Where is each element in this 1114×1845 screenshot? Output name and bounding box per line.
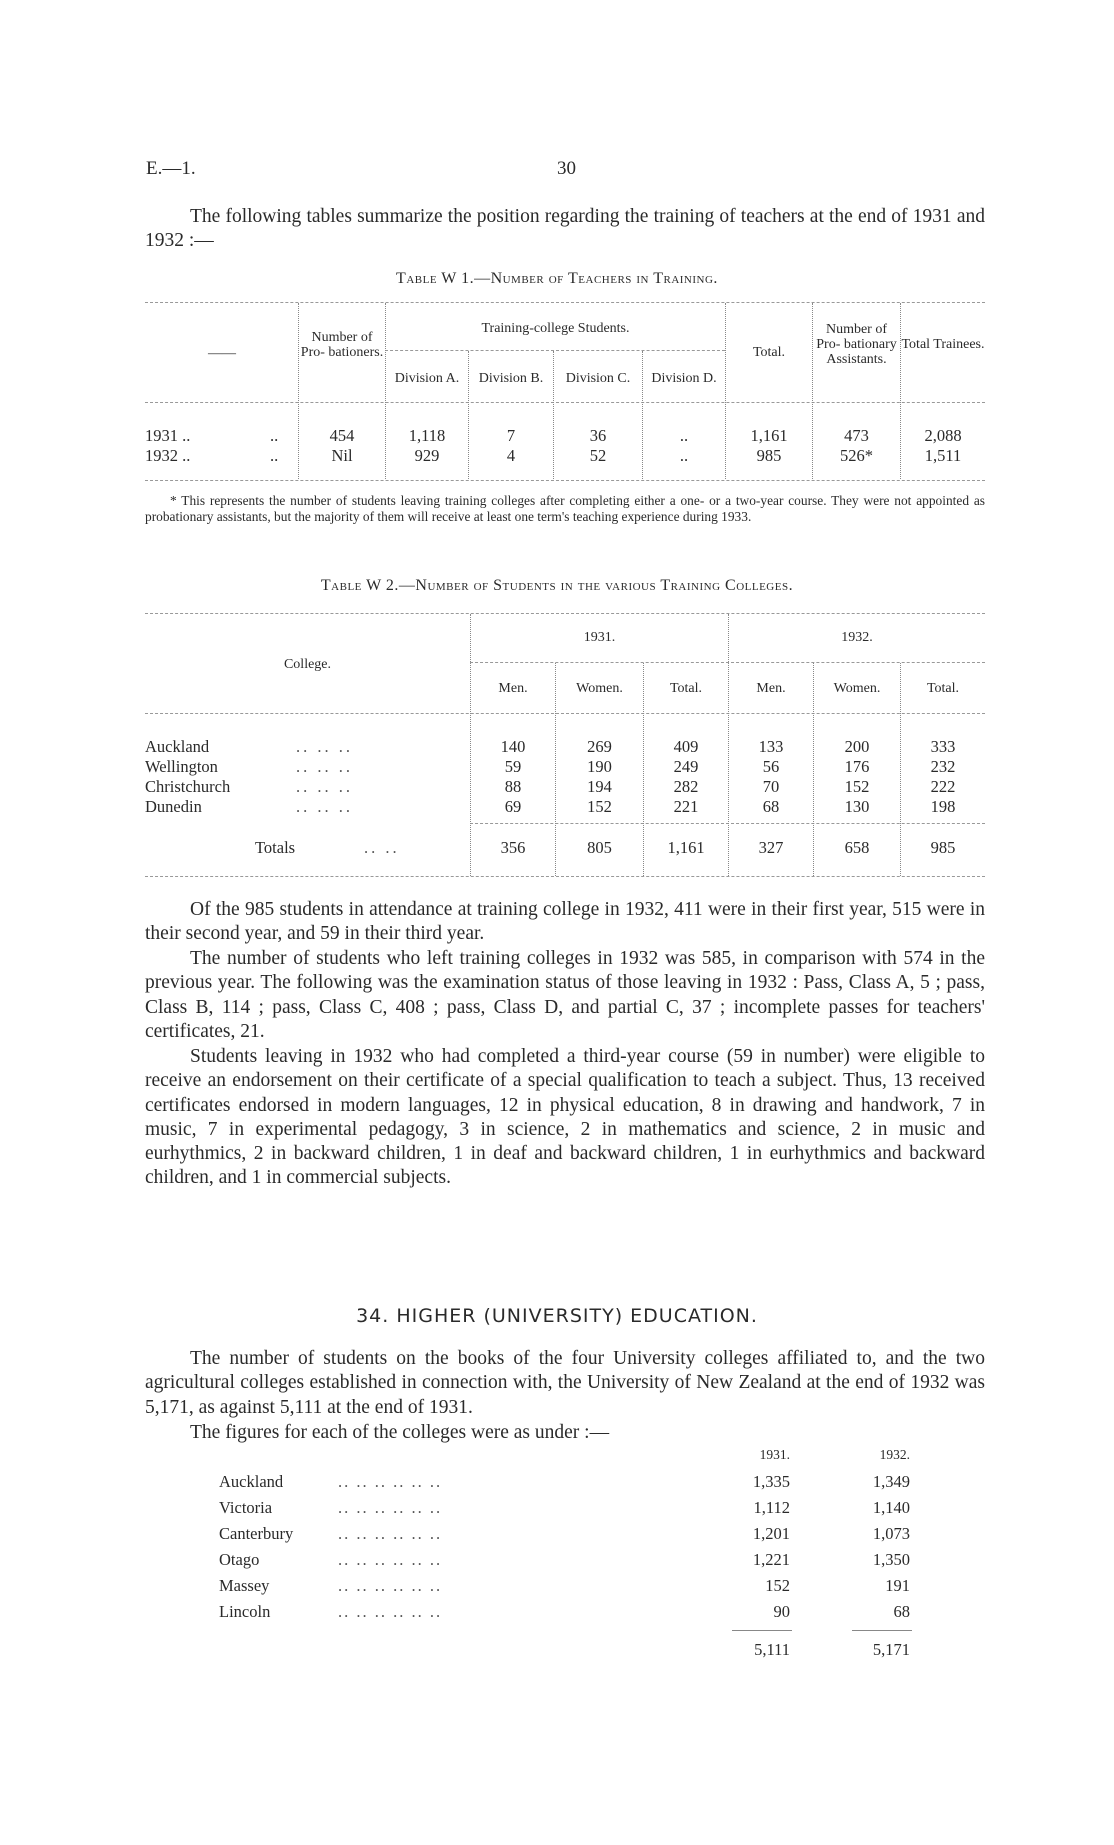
cell-division-a: 929 — [414, 446, 440, 465]
header-college: College. — [283, 657, 332, 672]
row-dots: .. — [270, 446, 279, 465]
paragraph-examination-status: The number of students who left training colleges in 1932 was 585, in comparison with 574 in the previous year. The following was the examination status of those leaving in 1932 : Pass, Class A, 5 ; pass, Class B, 114 ; pass, Class C, 408 ; pass, Class D, and partial C, 37 ; incomplete passes for teachers' certificates, 21. — [145, 948, 985, 1042]
header-total: Total. — [752, 345, 786, 360]
header-probationers: Number of Pro- bationers. — [300, 330, 384, 360]
table-w1-bottom-rule — [145, 480, 985, 481]
col-heading-1931: 1931. — [759, 1447, 790, 1462]
total-men-1931: 356 — [500, 838, 526, 857]
header-women: Women. — [576, 681, 623, 696]
table-w2-bottom-rule — [145, 876, 985, 877]
cell-women-1932: 176 — [844, 757, 870, 776]
cell-probationers: 454 — [329, 426, 355, 445]
cell-probationary-assistants: 473 — [844, 426, 869, 445]
value-1931: 1,201 — [752, 1524, 790, 1543]
cell-men-1932: 56 — [762, 757, 780, 776]
row-dots: .. .. .. .. .. .. — [338, 1524, 443, 1543]
header-probationary-assistants: Number of Pro- bationary Assistants. — [816, 322, 897, 367]
table-w1-caption: Table W 1.—Number of Teachers in Training. — [396, 270, 718, 287]
college-name: Lincoln — [219, 1602, 271, 1621]
row-dots: .. .. .. — [296, 757, 353, 776]
value-1931: 1,112 — [753, 1498, 790, 1517]
total-women-1932: 658 — [844, 838, 870, 857]
cell-women-1931: 152 — [587, 797, 612, 816]
value-1932: 1,073 — [872, 1524, 910, 1543]
value-1931: 1,335 — [752, 1472, 790, 1491]
cell-men-1931: 140 — [500, 737, 526, 756]
header-division-d: Division D. — [651, 371, 717, 386]
total-total-1932: 985 — [930, 838, 956, 857]
value-1932: 1,349 — [872, 1472, 910, 1491]
college-name: Otago — [219, 1550, 260, 1569]
header-total-trainees: Total Trainees. — [901, 337, 985, 352]
section-34-title: 34. HIGHER (UNIVERSITY) EDUCATION. — [356, 1305, 758, 1327]
header-division-a: Division A. — [394, 371, 460, 386]
total-1931: 5,111 — [754, 1640, 790, 1659]
total-1932: 5,171 — [872, 1640, 910, 1659]
cell-total-1931: 249 — [673, 757, 699, 776]
cell-total-1932: 333 — [930, 737, 956, 756]
cell-total-1932: 232 — [930, 757, 956, 776]
cell-division-b: 7 — [506, 426, 516, 445]
cell-total-1932: 222 — [930, 777, 956, 796]
header-total: Total. — [669, 681, 703, 696]
cell-division-d: .. — [679, 446, 689, 465]
cell-probationers: Nil — [331, 446, 353, 465]
col-heading-1932: 1932. — [879, 1447, 910, 1462]
value-1931: 152 — [765, 1576, 790, 1595]
cell-men-1931: 59 — [504, 757, 522, 776]
sum-rule-1932 — [852, 1630, 912, 1631]
row-year: 1932 .. — [145, 446, 191, 465]
table-w2-caption: Table W 2.—Number of Students in the various Training Colleges. — [320, 577, 794, 594]
footnote-text: * This represents the number of students leaving training colleges after completing either a one- or a two-year course. They were not appointed as probationary assistants, but the majority of them will receive at least one term's teaching experience during 1933. — [145, 493, 985, 524]
cell-total-1931: 221 — [673, 797, 699, 816]
cell-women-1931: 194 — [587, 777, 612, 796]
cell-division-c: 36 — [589, 426, 607, 445]
cell-men-1931: 69 — [504, 797, 522, 816]
row-dots: .. .. .. — [296, 737, 353, 756]
totals-label: Totals — [255, 838, 296, 857]
cell-men-1931: 88 — [504, 777, 522, 796]
cell-men-1932: 70 — [762, 777, 780, 796]
college-name: Christchurch — [145, 777, 231, 796]
row-dots: .. .. .. .. .. .. — [338, 1472, 443, 1491]
row-year: 1931 .. — [145, 426, 191, 445]
cell-men-1932: 68 — [762, 797, 780, 816]
cell-women-1931: 269 — [587, 737, 612, 756]
table-w2-header-rule — [145, 713, 985, 714]
college-name: Canterbury — [219, 1524, 294, 1543]
header-blank: —— — [208, 346, 236, 361]
value-1932: 191 — [885, 1576, 910, 1595]
cell-total: 1,161 — [750, 426, 788, 445]
total-women-1931: 805 — [587, 838, 612, 857]
cell-division-c: 52 — [589, 446, 607, 465]
document-code: E.—1. — [146, 158, 196, 179]
value-1932: 68 — [893, 1602, 910, 1621]
header-total: Total. — [926, 681, 960, 696]
row-dots: .. .. .. .. .. .. — [338, 1576, 443, 1595]
section-34-lead: The figures for each of the colleges were as under :— — [190, 1422, 610, 1443]
college-name: Wellington — [145, 757, 218, 776]
table-w1-header-rule — [145, 402, 985, 403]
cell-total-trainees: 2,088 — [924, 426, 962, 445]
row-dots: .. .. .. — [296, 797, 353, 816]
header-division-c: Division C. — [565, 371, 631, 386]
header-men: Men. — [498, 681, 528, 696]
value-1932: 1,140 — [872, 1498, 910, 1517]
college-name: Massey — [219, 1576, 270, 1595]
header-division-b: Division B. — [478, 371, 544, 386]
header-training-college-students: Training-college Students. — [481, 321, 630, 336]
table-w1-top-rule — [145, 302, 985, 303]
cell-division-a: 1,118 — [408, 426, 446, 445]
value-1932: 1,350 — [872, 1550, 910, 1569]
row-dots: .. .. — [364, 838, 400, 857]
college-name: Auckland — [145, 737, 210, 756]
college-name: Victoria — [219, 1498, 273, 1517]
header-year-1932: 1932. — [841, 630, 873, 645]
section-34-paragraph: The number of students on the books of the four University colleges affiliated to, and the two agricultural colleges established in connection with, the University of New Zealand at the end of 1932 was 5,171, as against 5,111 at the end of 1931. — [145, 1348, 985, 1418]
header-men: Men. — [756, 681, 786, 696]
cell-men-1932: 133 — [758, 737, 784, 756]
cell-division-d: .. — [679, 426, 689, 445]
total-men-1932: 327 — [758, 838, 784, 857]
table-w1-group-rule — [385, 350, 725, 351]
college-name: Dunedin — [145, 797, 202, 816]
table-w2-top-rule — [145, 613, 985, 614]
row-dots: .. .. .. .. .. .. — [338, 1550, 443, 1569]
row-dots: .. — [270, 426, 279, 445]
header-women: Women. — [833, 681, 881, 696]
value-1931: 1,221 — [752, 1550, 790, 1569]
row-dots: .. .. .. — [296, 777, 353, 796]
cell-total-trainees: 1,511 — [924, 446, 962, 465]
cell-women-1932: 130 — [844, 797, 870, 816]
cell-total: 985 — [756, 446, 782, 465]
sum-rule-1931 — [732, 1630, 792, 1631]
cell-women-1931: 190 — [587, 757, 612, 776]
cell-women-1932: 152 — [844, 777, 870, 796]
college-name: Auckland — [219, 1472, 284, 1491]
intro-paragraph: The following tables summarize the position regarding the training of teachers at the end of 1931 and 1932 :— — [145, 206, 985, 252]
cell-total-1931: 282 — [673, 777, 699, 796]
cell-total-1932: 198 — [930, 797, 956, 816]
total-total-1931: 1,161 — [667, 838, 705, 857]
cell-probationary-assistants: 526* — [840, 446, 873, 465]
table-w1-footnote — [145, 493, 985, 524]
cell-division-b: 4 — [506, 446, 516, 465]
cell-women-1932: 200 — [844, 737, 870, 756]
header-year-1931: 1931. — [583, 630, 616, 645]
cell-total-1931: 409 — [673, 737, 699, 756]
value-1931: 90 — [773, 1602, 790, 1621]
paragraph-endorsements: Students leaving in 1932 who had completed a third-year course (59 in number) were eligible to receive an endorsement on their certificate of a special qualification to teach a subject. Thus, 13 received certificates endorsed in modern languages, 12 in physical education, 8 in drawing and handwork, 7 in music, 7 in experimental pedagogy, 3 in science, 2 in mathematics and science, 2 in music and eurhythmics, 2 in backward children, 1 in deaf and backward children, 1 in eurhythmics and backward children, and 1 in commercial subjects. — [145, 1046, 985, 1189]
paragraph-attendance: Of the 985 students in attendance at training college in 1932, 411 were in their first year, 515 were in their second year, and 59 in their third year. — [145, 899, 985, 945]
page-number: 30 — [557, 158, 576, 179]
row-dots: .. .. .. .. .. .. — [338, 1498, 443, 1517]
row-dots: .. .. .. .. .. .. — [338, 1602, 443, 1621]
